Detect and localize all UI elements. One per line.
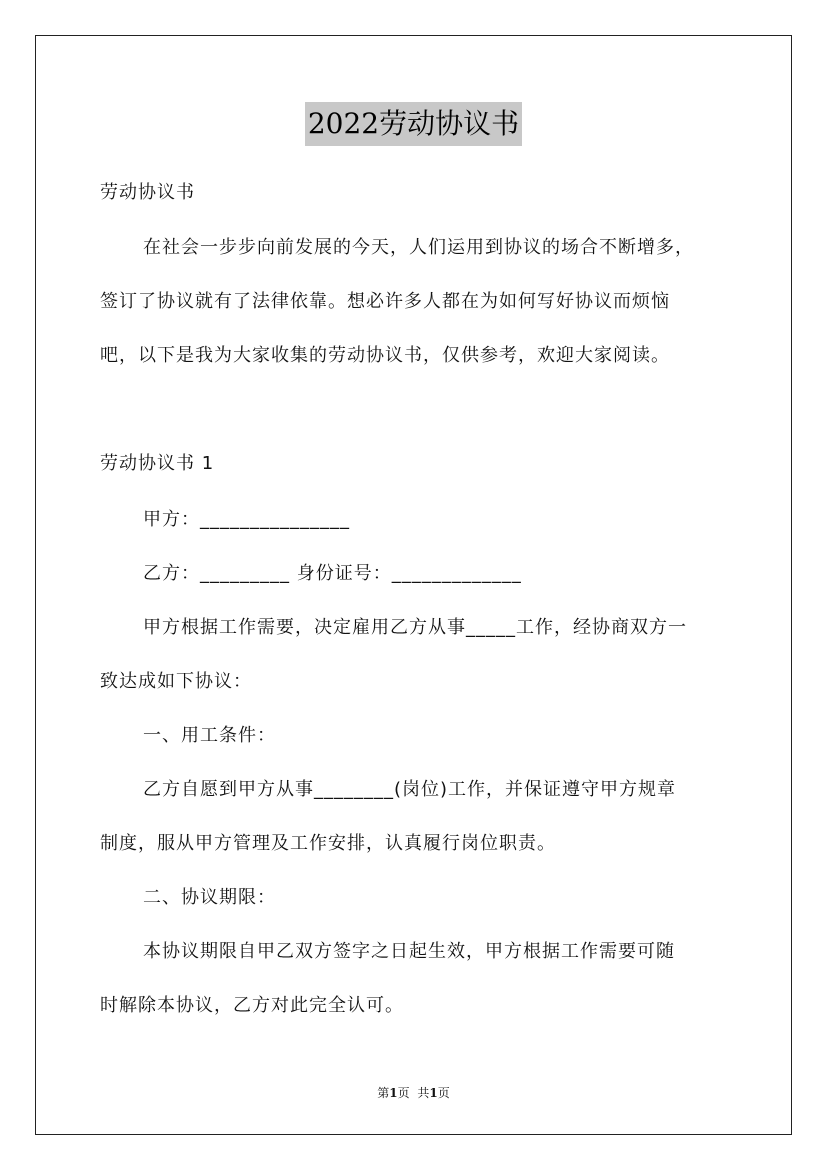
document-title-wrap [0, 102, 827, 146]
page-footer [0, 1084, 827, 1101]
document-title: 2022劳动协议书 [305, 102, 522, 146]
body-line-1: 甲方根据工作需要，决定雇用乙方从事_____工作，经协商双方一 [143, 617, 687, 638]
body-line-5: 制度，服从甲方管理及工作安排，认真履行岗位职责。 [100, 833, 556, 854]
footer-page-number: 1 [389, 1086, 398, 1100]
footer-total-suffix: 页 [437, 1086, 450, 1100]
clause-heading-1: 一、用工条件： [143, 725, 276, 746]
party-b-line: 乙方：_________ 身份证号：_____________ [143, 563, 522, 584]
document-subtitle: 劳动协议书 [100, 182, 195, 203]
intro-line-1: 在社会一步步向前发展的今天，人们运用到协议的场合不断增多， [143, 237, 694, 258]
clause-heading-2: 二、协议期限： [143, 887, 276, 908]
body-line-2: 致达成如下协议： [100, 671, 252, 692]
footer-page-suffix: 页 [397, 1086, 410, 1100]
body-line-8: 时解除本协议，乙方对此完全认可。 [100, 995, 404, 1016]
section-heading: 劳动协议书 1 [100, 453, 215, 474]
footer-total-prefix: 共 [417, 1086, 430, 1100]
body-line-4: 乙方自愿到甲方从事________(岗位)工作，并保证遵守甲方规章 [143, 779, 677, 800]
party-a-line: 甲方：_______________ [143, 509, 350, 530]
body-line-7: 本协议期限自甲乙双方签字之日起生效，甲方根据工作需要可随 [143, 941, 675, 962]
intro-line-3: 吧，以下是我为大家收集的劳动协议书，仅供参考，欢迎大家阅读。 [100, 345, 670, 366]
footer-page-prefix: 第 [377, 1086, 390, 1100]
footer-total-number: 1 [429, 1086, 438, 1100]
intro-line-2: 签订了协议就有了法律依靠。想必许多人都在为如何写好协议而烦恼 [100, 291, 670, 312]
